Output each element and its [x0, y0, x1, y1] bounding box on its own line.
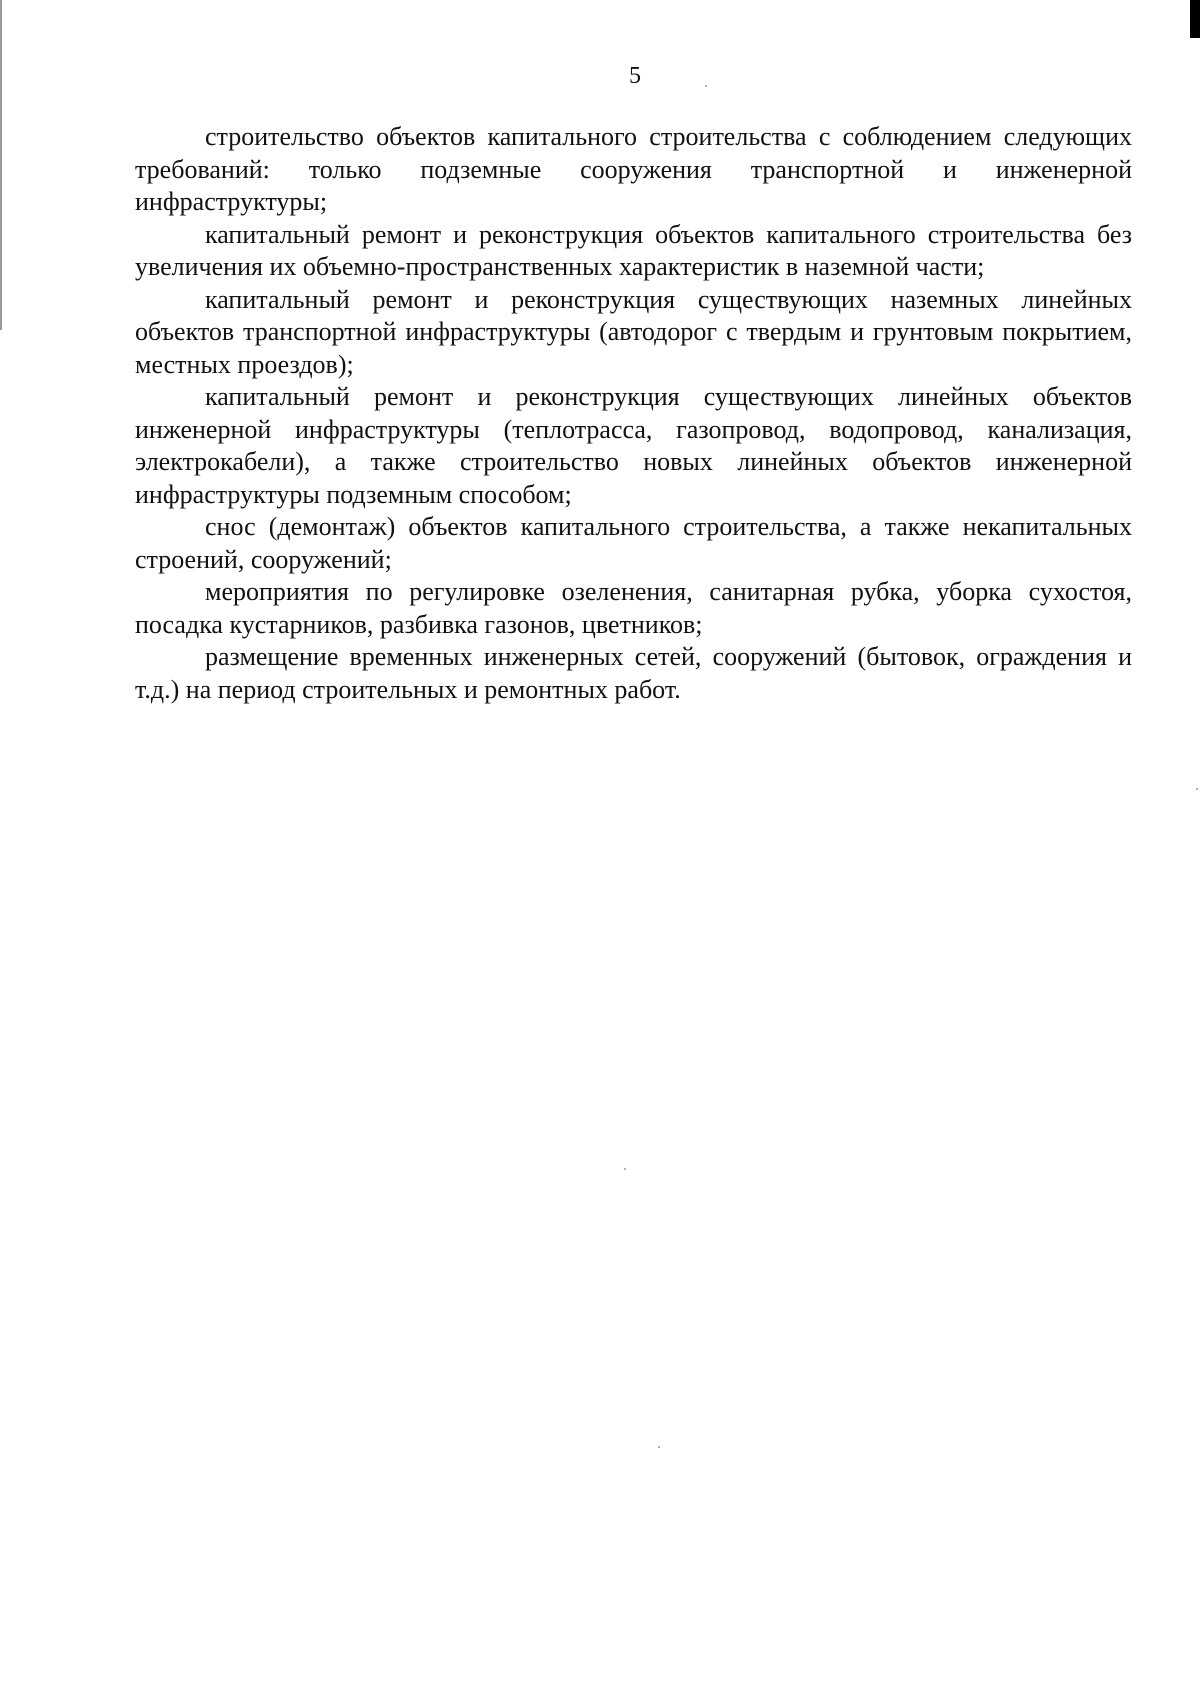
- page-number: 5: [629, 63, 641, 89]
- scan-speck: [624, 1168, 626, 1170]
- paragraph-landscaping: мероприятия по регулировке озеленения, санитарная рубка, уборка сухостоя, посадка кустарников, разбивка газонов, цветников;: [135, 577, 1132, 639]
- scan-edge-line: [0, 0, 2, 330]
- scan-speck: [1196, 788, 1198, 790]
- paragraph-demolition: снос (демонтаж) объектов капитального строительства, а также некапитальных строений, сооружений;: [135, 512, 1132, 574]
- scan-speck: [658, 1446, 660, 1448]
- paragraph-transport-infrastructure: капитальный ремонт и реконструкция существующих наземных линейных объектов транспортной инфраструктуры (автодорог с твердым и грунтовым покрытием, местных проездов);: [135, 284, 1132, 379]
- paragraph-temporary-structures: размещение временных инженерных сетей, сооружений (бытовок, ограждения и т.д.) на период строительных и ремонтных работ.: [135, 642, 1132, 704]
- scan-speck: [705, 85, 707, 87]
- body-text: [135, 121, 1132, 706]
- paragraph-capital-repair-objects: капитальный ремонт и реконструкция объектов капитального строительства без увеличения их объемно-пространственных характеристик в наземной части;: [135, 219, 1132, 281]
- paragraph-engineering-infrastructure: капитальный ремонт и реконструкция существующих линейных объектов инженерной инфраструктуры (теплотрасса, газопровод, водопровод, канализация, электрокабели), а также строительство новых линейных объектов инженерной инфраструктуры подземным способом;: [135, 382, 1132, 509]
- paragraph-underground-construction: строительство объектов капитального строительства с соблюдением следующих требований: только подземные сооружения транспортной и инженерной инфраструктуры;: [135, 122, 1132, 216]
- scan-corner-mark: [1190, 0, 1200, 38]
